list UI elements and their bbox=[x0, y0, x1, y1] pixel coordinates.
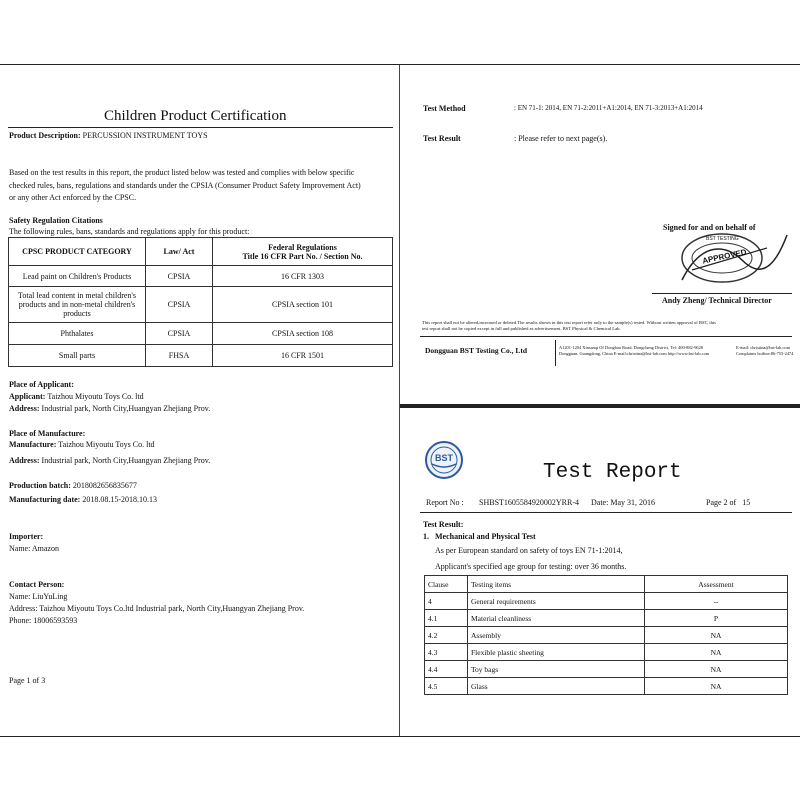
cell-reg: 16 CFR 1501 bbox=[213, 345, 393, 367]
contact-line-1b: E-mail: christina@bst-lab.com bbox=[736, 345, 791, 350]
table-row bbox=[9, 323, 393, 345]
cell-law: CPSIA bbox=[146, 266, 213, 287]
age-group-line: Applicant's specified age group for testing: over 36 months. bbox=[435, 562, 627, 571]
cell-category: Lead paint on Children's Products bbox=[9, 266, 146, 287]
disclaimer-line-1: This report shall not be altered,increased or deleted.The results shown in this test report refer only to the sample(s) tested. Without written approval of BST, this bbox=[422, 320, 716, 325]
col-header-items: Testing items bbox=[468, 576, 645, 593]
cell-reg: CPSIA section 108 bbox=[213, 323, 393, 345]
assessment-table bbox=[424, 575, 788, 695]
batch-value: 2018082656835677 bbox=[72, 481, 137, 490]
footer-rule bbox=[420, 336, 792, 337]
cell-item: General requirements bbox=[468, 593, 645, 610]
signature-name: Andy Zheng/ Technical Director bbox=[662, 296, 772, 305]
report-date: Date: May 31, 2016 bbox=[591, 498, 655, 507]
col-header-clause: Clause bbox=[425, 576, 468, 593]
applicant-value: Taizhou Miyoutu Toys Co. ltd bbox=[47, 392, 144, 401]
contact-line-1a: A1201-1204 Xinsanqi Of Dongbao Road, Dongcheng District, Tel: 400-882-9628 bbox=[559, 345, 703, 350]
cell-law: CPSIA bbox=[146, 287, 213, 323]
mfg-date-value: 2018.08.15-2018.10.13 bbox=[82, 495, 157, 504]
col-header-category: CPSC PRODUCT CATEGORY bbox=[9, 238, 146, 266]
stamp-ring-text: BST TESTING bbox=[706, 236, 739, 242]
col-header-federal-l2: Title 16 CFR Part No. / Section No. bbox=[242, 251, 363, 261]
title-underline bbox=[8, 127, 393, 128]
regulations-table bbox=[8, 237, 393, 367]
table-row bbox=[425, 627, 788, 644]
applicant-line bbox=[9, 392, 144, 401]
table-row bbox=[9, 266, 393, 287]
cell-law: CPSIA bbox=[146, 323, 213, 345]
address-label: Address: bbox=[9, 404, 40, 413]
table-row bbox=[425, 678, 788, 695]
bottom-border bbox=[0, 736, 800, 737]
section-title: 1. Mechanical and Physical Test bbox=[423, 532, 536, 541]
test-method-value: : EN 71-1: 2014, EN 71-2:2011+A1:2014, EN 71-3:2013+A1:2014 bbox=[514, 104, 703, 112]
cell-category: Phthalates bbox=[9, 323, 146, 345]
contact-address: Address: Taizhou Miyoutu Toys Co.ltd Industrial park, North City,Huangyan Zhejiang Prov. bbox=[9, 604, 305, 613]
applicant-title: Place of Applicant: bbox=[9, 380, 74, 389]
address-value: Industrial park, North City,Huangyan Zhejiang Prov. bbox=[41, 456, 211, 465]
test-method-label: Test Method bbox=[423, 104, 466, 113]
cell-category-l1: Total lead content in metal children's bbox=[18, 291, 136, 300]
applicant-label: Applicant: bbox=[9, 392, 46, 401]
cell-item: Toy bags bbox=[468, 661, 645, 678]
report-page: Page 2 of 15 bbox=[706, 498, 751, 507]
report-no-label: Report No : bbox=[426, 498, 464, 507]
cell-category-l3: products bbox=[63, 309, 91, 318]
cell-item: Glass bbox=[468, 678, 645, 695]
company-separator bbox=[555, 340, 556, 366]
table-row bbox=[425, 610, 788, 627]
cell-clause: 4.5 bbox=[425, 678, 468, 695]
production-batch bbox=[9, 481, 137, 490]
address-label: Address: bbox=[9, 456, 40, 465]
cell-assessment: NA bbox=[645, 644, 788, 661]
bst-logo-text: BST bbox=[435, 453, 453, 463]
batch-label: Production batch: bbox=[9, 481, 71, 490]
cell-clause: 4 bbox=[425, 593, 468, 610]
manufacture-label: Manufacture: bbox=[9, 440, 57, 449]
table-row bbox=[425, 644, 788, 661]
table-row bbox=[9, 287, 393, 323]
cell-clause: 4.2 bbox=[425, 627, 468, 644]
contact-name: Name: LiuYuLing bbox=[9, 592, 68, 601]
product-description bbox=[9, 131, 208, 140]
contact-phone: Phone: 18006593593 bbox=[9, 616, 78, 625]
col-header-federal-l1: Federal Regulations bbox=[268, 242, 337, 252]
cell-item: Assembly bbox=[468, 627, 645, 644]
table-row bbox=[425, 593, 788, 610]
manufacture-line bbox=[9, 440, 155, 449]
col-header-federal bbox=[213, 238, 393, 266]
cell-clause: 4.1 bbox=[425, 610, 468, 627]
citations-subtitle: The following rules, bans, standards and regulations apply for this product: bbox=[9, 227, 250, 236]
importer-name: Name: Amazon bbox=[9, 544, 59, 553]
citations-title: Safety Regulation Citations bbox=[9, 216, 103, 225]
contact-line-2a: Dongguan, Guangdong, China E-mail:christina@bst-lab.com http://www.bst-lab.com bbox=[559, 351, 710, 356]
company-name: Dongguan BST Testing Co., Ltd bbox=[425, 346, 527, 355]
mfg-date-label: Manufacturing date: bbox=[9, 495, 81, 504]
cell-reg: CPSIA section 101 bbox=[213, 287, 393, 323]
test-result-title: Test Result: bbox=[423, 520, 464, 529]
product-desc-value: PERCUSSION INSTRUMENT TOYS bbox=[82, 131, 208, 140]
contact-title: Contact Person: bbox=[9, 580, 65, 589]
report-title: Test Report bbox=[543, 461, 682, 484]
manufacture-address bbox=[9, 456, 210, 465]
col-header-assessment: Assessment bbox=[645, 576, 788, 593]
table-row bbox=[9, 345, 393, 367]
cell-item: Material cleanliness bbox=[468, 610, 645, 627]
report-no-value: SHBST1605584920002YRR-4 bbox=[479, 498, 580, 507]
cell-clause: 4.4 bbox=[425, 661, 468, 678]
intro-line-1: Based on the test results in this report, the product listed below was tested and complies with below specific bbox=[9, 168, 355, 177]
manufacturing-date bbox=[9, 495, 157, 504]
product-desc-label: Product Description: bbox=[9, 131, 81, 140]
importer-title: Importer: bbox=[9, 532, 44, 541]
right-section-divider bbox=[400, 404, 800, 408]
cell-assessment: -- bbox=[645, 593, 788, 610]
header-rule bbox=[420, 512, 792, 513]
test-result-value: : Please refer to next page(s). bbox=[514, 134, 608, 143]
cell-assessment: NA bbox=[645, 661, 788, 678]
intro-line-2: checked rules, bans, regulations and standards under the CPSIA (Consumer Product Safety Improvement Act) bbox=[9, 181, 361, 190]
stamp-text: APPROVED bbox=[701, 247, 748, 266]
cell-clause: 4.3 bbox=[425, 644, 468, 661]
manufacture-title: Place of Manufacture: bbox=[9, 429, 86, 438]
cell-item: Flexible plastic sheeting bbox=[468, 644, 645, 661]
page-title: Children Product Certification bbox=[104, 108, 287, 124]
cell-reg: 16 CFR 1303 bbox=[213, 266, 393, 287]
applicant-address bbox=[9, 404, 210, 413]
cell-assessment: P bbox=[645, 610, 788, 627]
cell-category: Small parts bbox=[9, 345, 146, 367]
test-result-label: Test Result bbox=[423, 134, 461, 143]
center-divider bbox=[399, 65, 400, 736]
address-value: Industrial park, North City,Huangyan Zhejiang Prov. bbox=[41, 404, 211, 413]
cell-category-l2: products and in non-metal children's bbox=[18, 300, 136, 309]
page-number: Page 1 of 3 bbox=[9, 676, 46, 685]
cell-law: FHSA bbox=[146, 345, 213, 367]
table-row bbox=[425, 661, 788, 678]
signed-label: Signed for and on behalf of bbox=[663, 223, 756, 232]
standard-line: As per European standard on safety of toys EN 71-1:2014, bbox=[435, 546, 623, 555]
cell-assessment: NA bbox=[645, 678, 788, 695]
col-header-law: Law/ Act bbox=[146, 238, 213, 266]
disclaimer-line-2: test report shall not be copied except in full and published as advertisement. BST Physical & Chemical Lab. bbox=[422, 326, 621, 331]
signature-line bbox=[652, 293, 792, 294]
cell-category bbox=[9, 287, 146, 323]
contact-line-2b: Complaints hotline:86-755-2474 bbox=[736, 351, 794, 356]
cell-assessment: NA bbox=[645, 627, 788, 644]
intro-line-3: or any other Act enforced by the CPSC. bbox=[9, 193, 137, 202]
top-border bbox=[0, 64, 800, 65]
manufacture-value: Taizhou Miyoutu Toys Co. ltd bbox=[58, 440, 155, 449]
